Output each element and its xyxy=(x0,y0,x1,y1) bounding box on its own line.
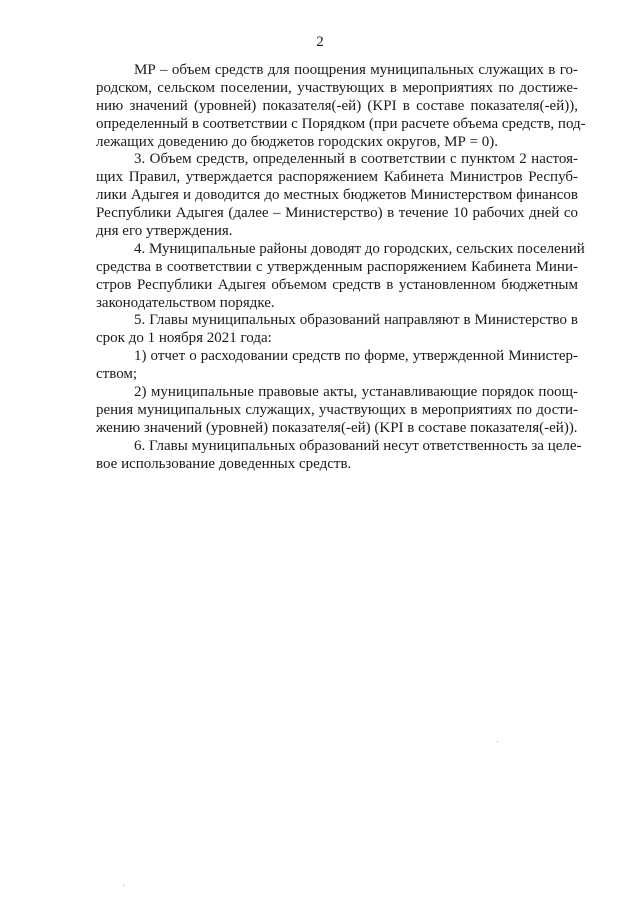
document-body xyxy=(96,62,586,473)
text-line: 2) муниципальные правовые акты, устанавливающие порядок поощ- xyxy=(134,384,578,401)
page-number: 2 xyxy=(316,34,324,50)
text-line: МР – объем средств для поощрения муниципальных служащих в го- xyxy=(134,62,578,78)
text-line: нию значений (уровней) показателя(-ей) (KPI в составе показателя(-ей)), xyxy=(96,97,578,114)
paragraph-mp-definition xyxy=(96,62,586,151)
text-line: 4. Муниципальные районы доводят до городских, сельских поселений xyxy=(134,240,585,257)
text-line: щих Правил, утверждается распоряжением Кабинета Министров Респуб- xyxy=(96,169,578,186)
text-line: 1) отчет о расходовании средств по форме, утвержденной Министер- xyxy=(134,348,578,365)
paragraph-item-3 xyxy=(96,151,578,240)
text-line: рения муниципальных служащих, участвующих в мероприятиях по дости- xyxy=(96,401,578,418)
text-line: Республики Адыгея (далее – Министерство) в течение 10 рабочих дней со xyxy=(96,205,578,222)
text-line: определенный в соответствии с Порядком (при расчете объема средств, под- xyxy=(96,115,586,132)
paragraph-item-5 xyxy=(96,312,578,348)
text-line: ством; xyxy=(96,366,138,383)
scan-speck xyxy=(123,885,124,886)
text-line: вое использование доведенных средств. xyxy=(96,455,352,472)
paragraph-item-4 xyxy=(96,240,585,313)
paragraph-item-5-2 xyxy=(96,384,578,438)
text-line: лики Адыгея и доводится до местных бюджетов Министерством финансов xyxy=(96,187,578,204)
text-line: жению значений (уровней) показателя(-ей) (KPI в составе показателя(-ей)). xyxy=(96,419,578,436)
text-line: срок до 1 ноября 2021 года: xyxy=(96,330,272,347)
text-line: стров Республики Адыгея объемом средств в установленном бюджетным xyxy=(96,276,578,293)
text-line: родском, сельском поселении, участвующих в мероприятиях по достиже- xyxy=(96,79,578,96)
text-line: 5. Главы муниципальных образований направляют в Министерство в xyxy=(134,312,578,329)
scan-speck xyxy=(497,741,498,742)
paragraph-item-6 xyxy=(96,437,582,474)
text-line: 3. Объем средств, определенный в соответствии с пунктом 2 настоя- xyxy=(134,151,578,168)
text-line: 6. Главы муниципальных образований несут ответственность за целе- xyxy=(134,437,582,454)
text-line: дня его утверждения. xyxy=(96,223,233,240)
text-line: средства в соответствии с утвержденным распоряжением Кабинета Мини- xyxy=(96,258,578,275)
text-line: законодательством порядке. xyxy=(96,294,275,311)
text-line: лежащих доведению до бюджетов городских округов, МР = 0). xyxy=(96,133,499,150)
paragraph-item-5-1 xyxy=(96,348,578,384)
